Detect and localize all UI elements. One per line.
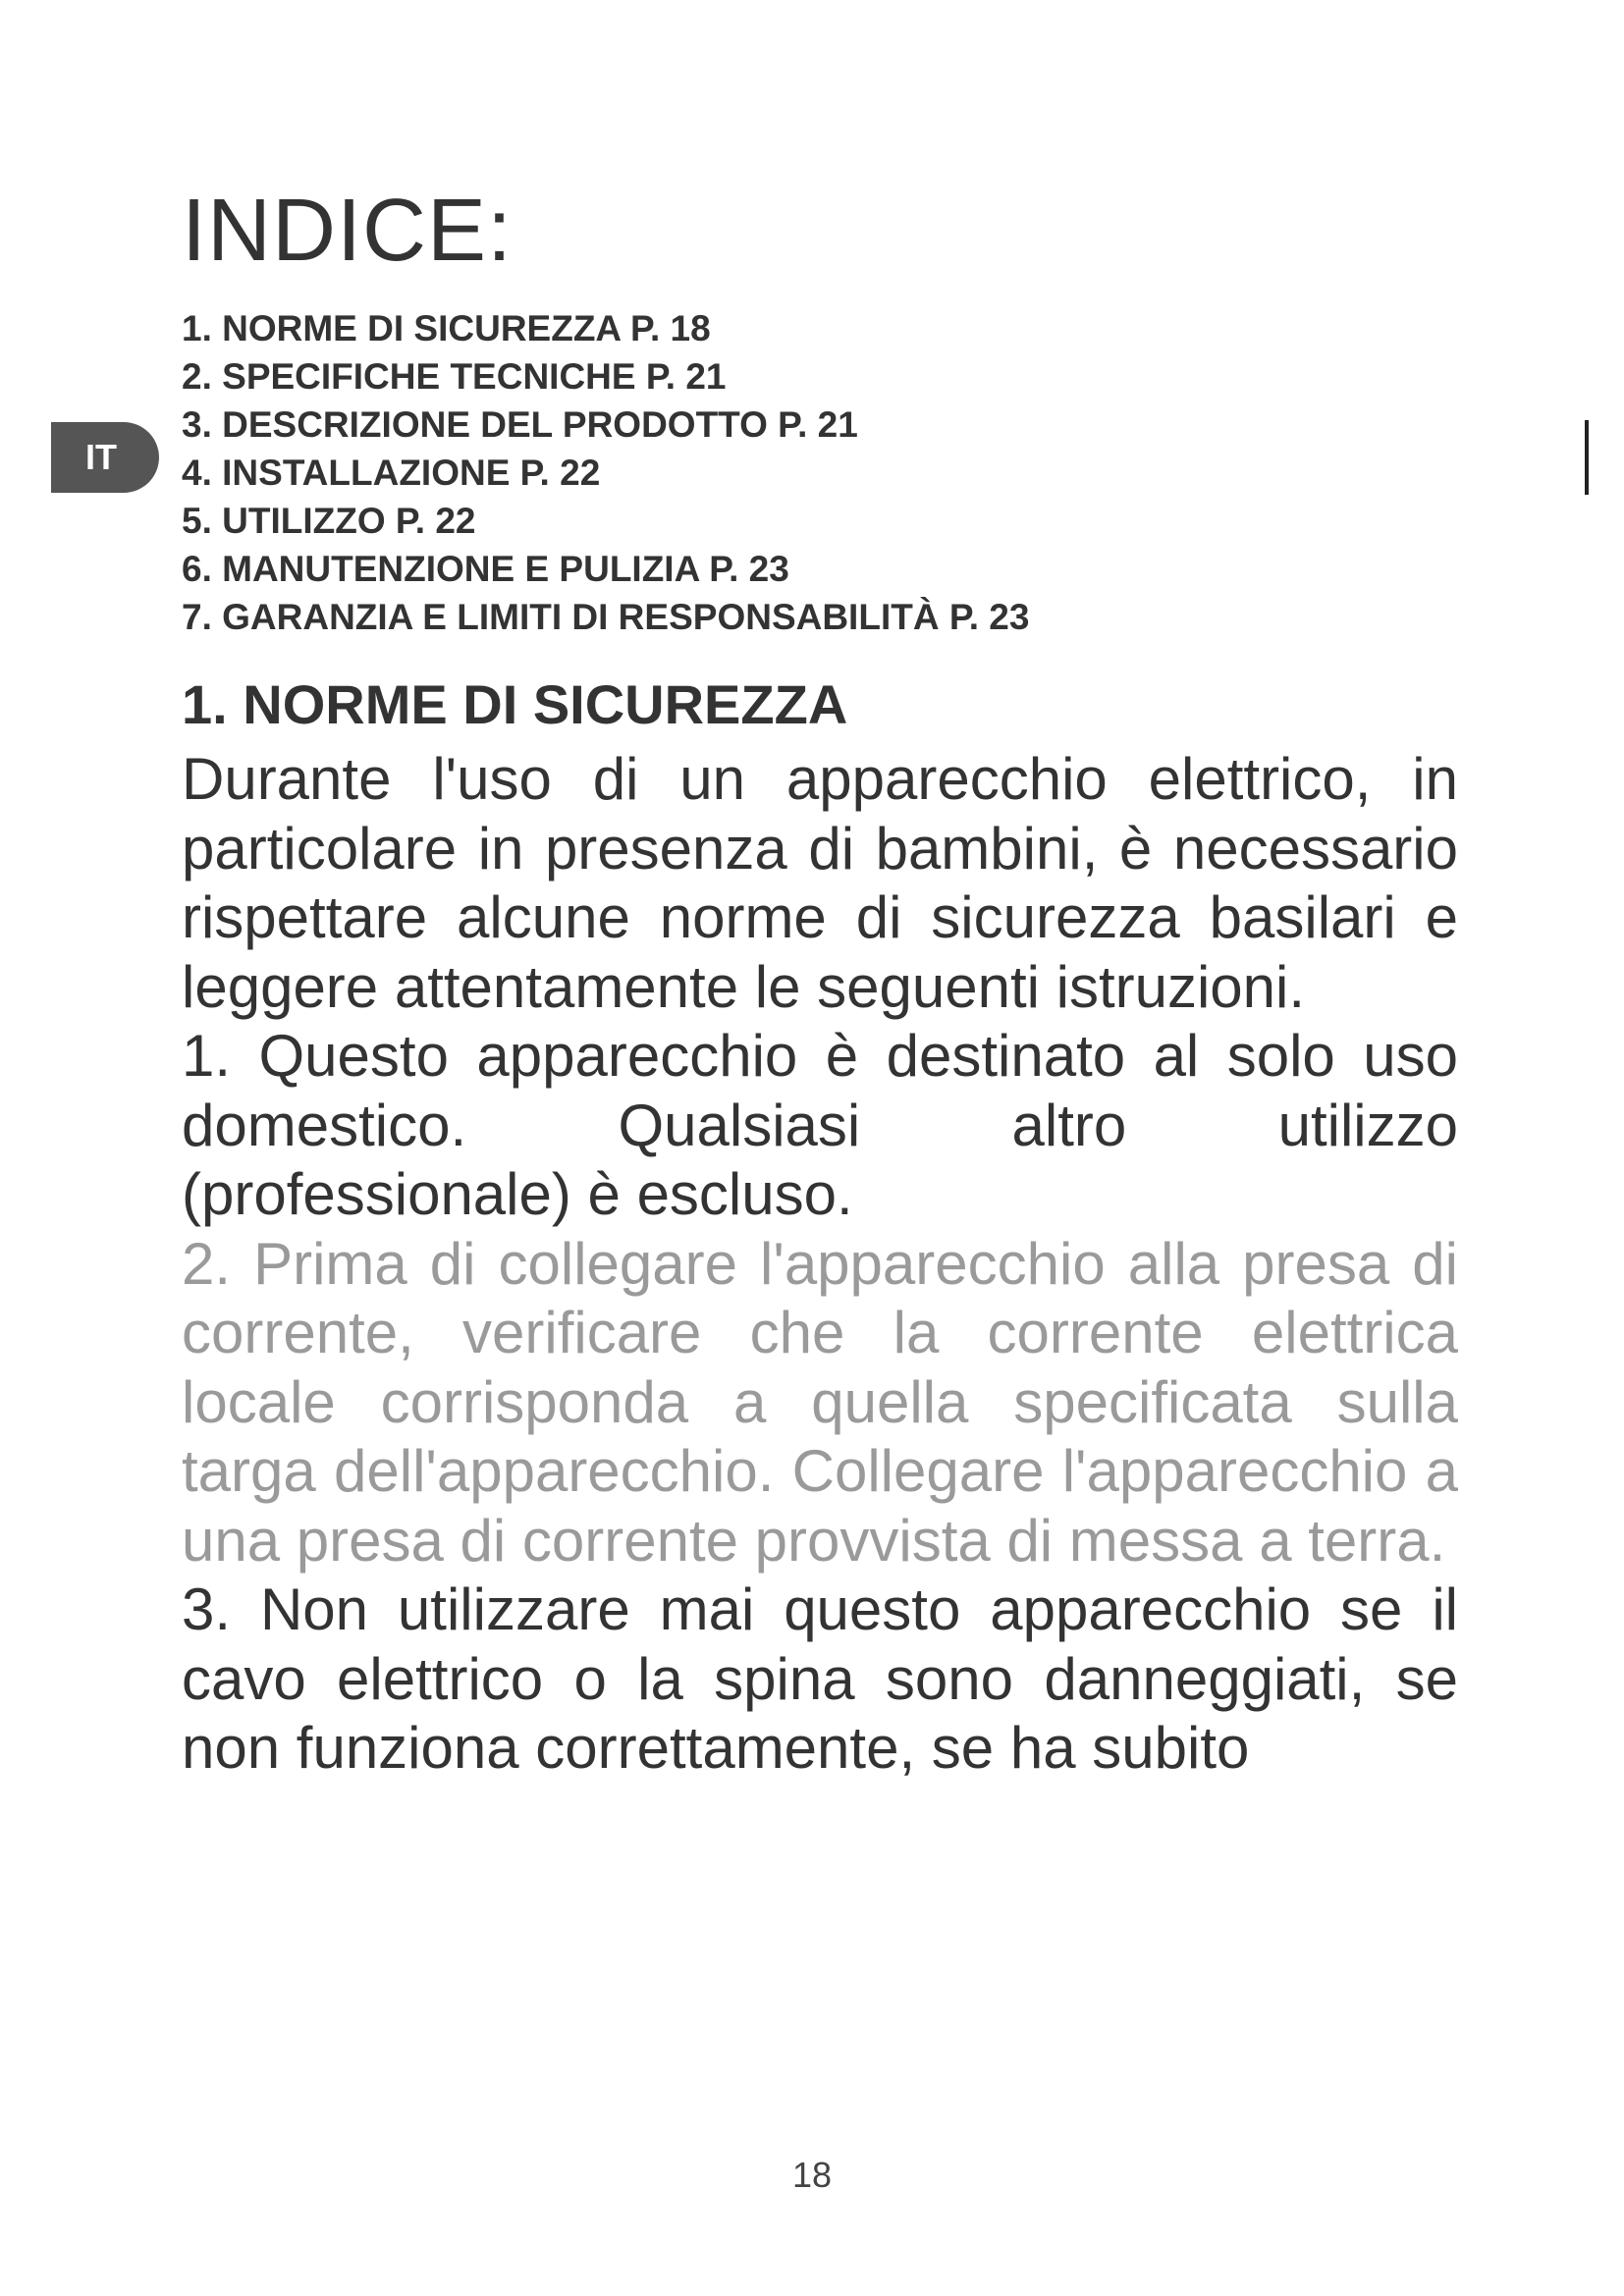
page-content — [182, 177, 1458, 1784]
toc-item: 5. UTILIZZO P. 22 — [182, 501, 476, 541]
toc-item: 6. MANUTENZIONE E PULIZIA P. 23 — [182, 549, 789, 589]
intro-paragraph: Durante l'uso di un apparecchio elettrico, in particolare in presenza di bambini, è necessario rispettare alcune norme di sicurezza basilari e leggere attentamente le seguenti istruzioni. — [182, 746, 1458, 1020]
safety-item-2: 2. Prima di collegare l'apparecchio alla presa di corrente, verificare che la corrente elettrica locale corrisponda a quella specificata sulla targa dell'apparecchio. Collegare l'apparecchio a una presa di corrente provvista di messa a terra. — [182, 1230, 1458, 1574]
toc-item: 1. NORME DI SICUREZZA P. 18 — [182, 308, 711, 348]
safety-item-1: 1. Questo apparecchio è destinato al solo uso domestico. Qualsiasi altro utilizzo (professionale) è escluso. — [182, 1023, 1458, 1227]
section-heading: 1. NORME DI SICUREZZA — [182, 673, 848, 735]
margin-marker — [1585, 420, 1589, 495]
index-title: INDICE: — [182, 182, 514, 280]
toc-item: 3. DESCRIZIONE DEL PRODOTTO P. 21 — [182, 404, 858, 445]
language-tab: IT — [51, 422, 159, 493]
page-number: 18 — [791, 2155, 833, 2195]
safety-item-3: 3. Non utilizzare mai questo apparecchio se il cavo elettrico o la spina sono danneggiati, se non funziona correttamente, se ha subito — [182, 1576, 1458, 1781]
toc-item: 2. SPECIFICHE TECNICHE P. 21 — [182, 356, 727, 397]
toc-item: 4. INSTALLAZIONE P. 22 — [182, 453, 601, 493]
toc-item: 7. GARANZIA E LIMITI DI RESPONSABILITÀ P. 23 — [182, 597, 1030, 637]
table-of-contents — [182, 304, 1458, 641]
